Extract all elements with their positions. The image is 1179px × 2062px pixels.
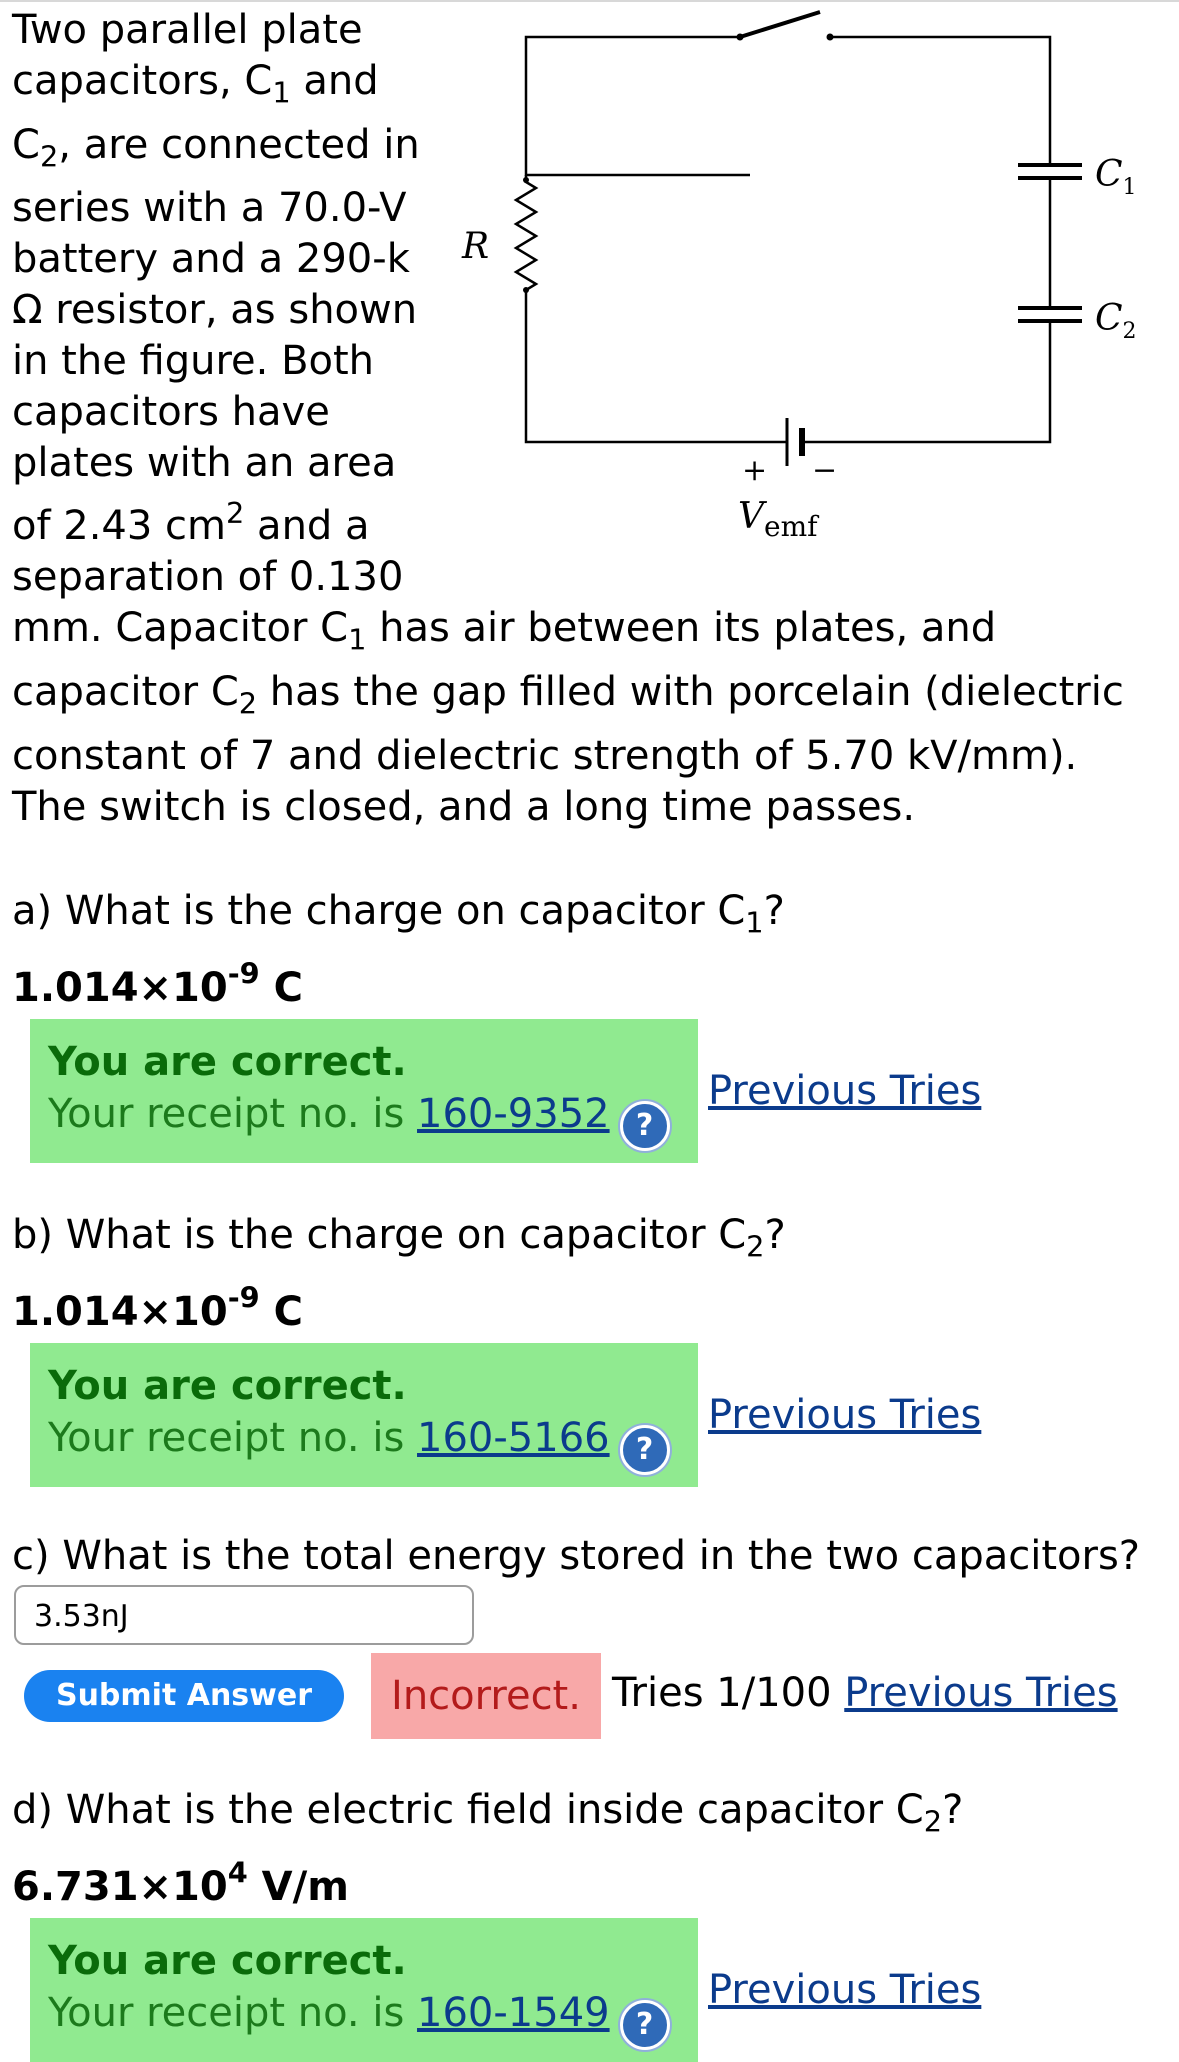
resistor-terminal [523, 177, 529, 183]
tries-count: Tries 1/100 [612, 1670, 845, 1716]
intro-line: The switch is closed, and a long time passes. [12, 784, 916, 830]
feedback-correct-b [30, 1343, 698, 1487]
intro-line: series with a 70.0-V [12, 185, 407, 231]
receipt-label: Your receipt no. is [48, 1415, 418, 1461]
battery-minus-sign: − [812, 453, 838, 488]
intro-line: plates with an area [12, 440, 397, 486]
help-icon[interactable]: ? [620, 2000, 670, 2050]
intro-line: in the figure. Both [12, 338, 375, 384]
receipt-label: Your receipt no. is [48, 1990, 418, 2036]
feedback-correct-a [30, 1019, 698, 1163]
previous-tries-link-d[interactable]: Previous Tries [708, 1967, 982, 2013]
intro-line: capacitor $C_2$ has the gap filled with porcelain (dielectric [12, 669, 1124, 721]
intro-line: Two parallel plate [12, 7, 363, 53]
answer-a: $1.014\times 10^{-9}$ C [12, 956, 303, 1011]
switch-contact [737, 34, 744, 41]
help-icon[interactable]: ? [620, 1101, 670, 1151]
question-b: b) What is the charge on capacitor $C_2$? [12, 1212, 786, 1264]
resistor-label: R [462, 226, 490, 267]
capacitor-c1-label: $C_1$ [1095, 154, 1137, 200]
answer-d: $6.731\times 10^4$ V/m [12, 1855, 349, 1910]
receipt-link[interactable]: 160-9352 [417, 1091, 610, 1137]
question-a: a) What is the charge on capacitor $C_1$? [12, 888, 785, 940]
receipt-label: Your receipt no. is [48, 1091, 418, 1137]
answer-input-c[interactable]: 3.53nJ [14, 1585, 474, 1645]
intro-line: capacitors have [12, 389, 330, 435]
answer-b: $1.014\times 10^{-9}$ C [12, 1280, 303, 1335]
help-icon[interactable]: ? [620, 1425, 670, 1475]
battery-plus-sign: + [742, 453, 768, 488]
circuit-wires [516, 12, 1082, 466]
intro-line: separation of 0.130 [12, 554, 404, 600]
receipt-line [48, 1091, 670, 1151]
question-c: c) What is the total energy stored in the two capacitors? [12, 1533, 1141, 1579]
intro-line: mm. Capacitor $C_1$ has air between its plates, and [12, 605, 997, 657]
battery-label: $V_{emf}$ [738, 496, 818, 543]
receipt-link[interactable]: 160-5166 [417, 1415, 610, 1461]
previous-tries-link-c[interactable]: Previous Tries [844, 1670, 1118, 1716]
switch-contact [827, 34, 834, 41]
switch-blade [740, 12, 820, 37]
previous-tries-link-b[interactable]: Previous Tries [708, 1392, 982, 1438]
intro-line: Ω resistor, as shown [12, 287, 418, 333]
resistor [516, 175, 787, 442]
intro-line: $C_2$, are connected in [12, 122, 420, 174]
feedback-correct-d [30, 1918, 698, 2062]
intro-line: capacitors, $C_1$ and [12, 58, 379, 110]
previous-tries-link-a[interactable]: Previous Tries [708, 1068, 982, 1114]
receipt-line [48, 1990, 670, 2050]
intro-line: of 2.43 $cm^2$ and a [12, 496, 370, 549]
incorrect-badge: Incorrect. [371, 1653, 601, 1739]
receipt-line [48, 1415, 670, 1475]
submit-answer-button[interactable]: Submit Answer [24, 1670, 344, 1722]
resistor-terminal [523, 287, 529, 293]
tries-info [612, 1670, 1118, 1716]
intro-line: constant of 7 and dielectric strength of 5.70 kV/mm). [12, 733, 1078, 779]
correct-message: You are correct. [48, 1938, 407, 1984]
circuit-diagram [450, 0, 1175, 560]
capacitor-c2-label: $C_2$ [1095, 298, 1137, 344]
question-d: d) What is the electric field inside capacitor $C_2$? [12, 1787, 964, 1839]
receipt-link[interactable]: 160-1549 [417, 1990, 610, 2036]
correct-message: You are correct. [48, 1039, 407, 1085]
correct-message: You are correct. [48, 1363, 407, 1409]
intro-line: battery and a 290-k [12, 236, 410, 282]
